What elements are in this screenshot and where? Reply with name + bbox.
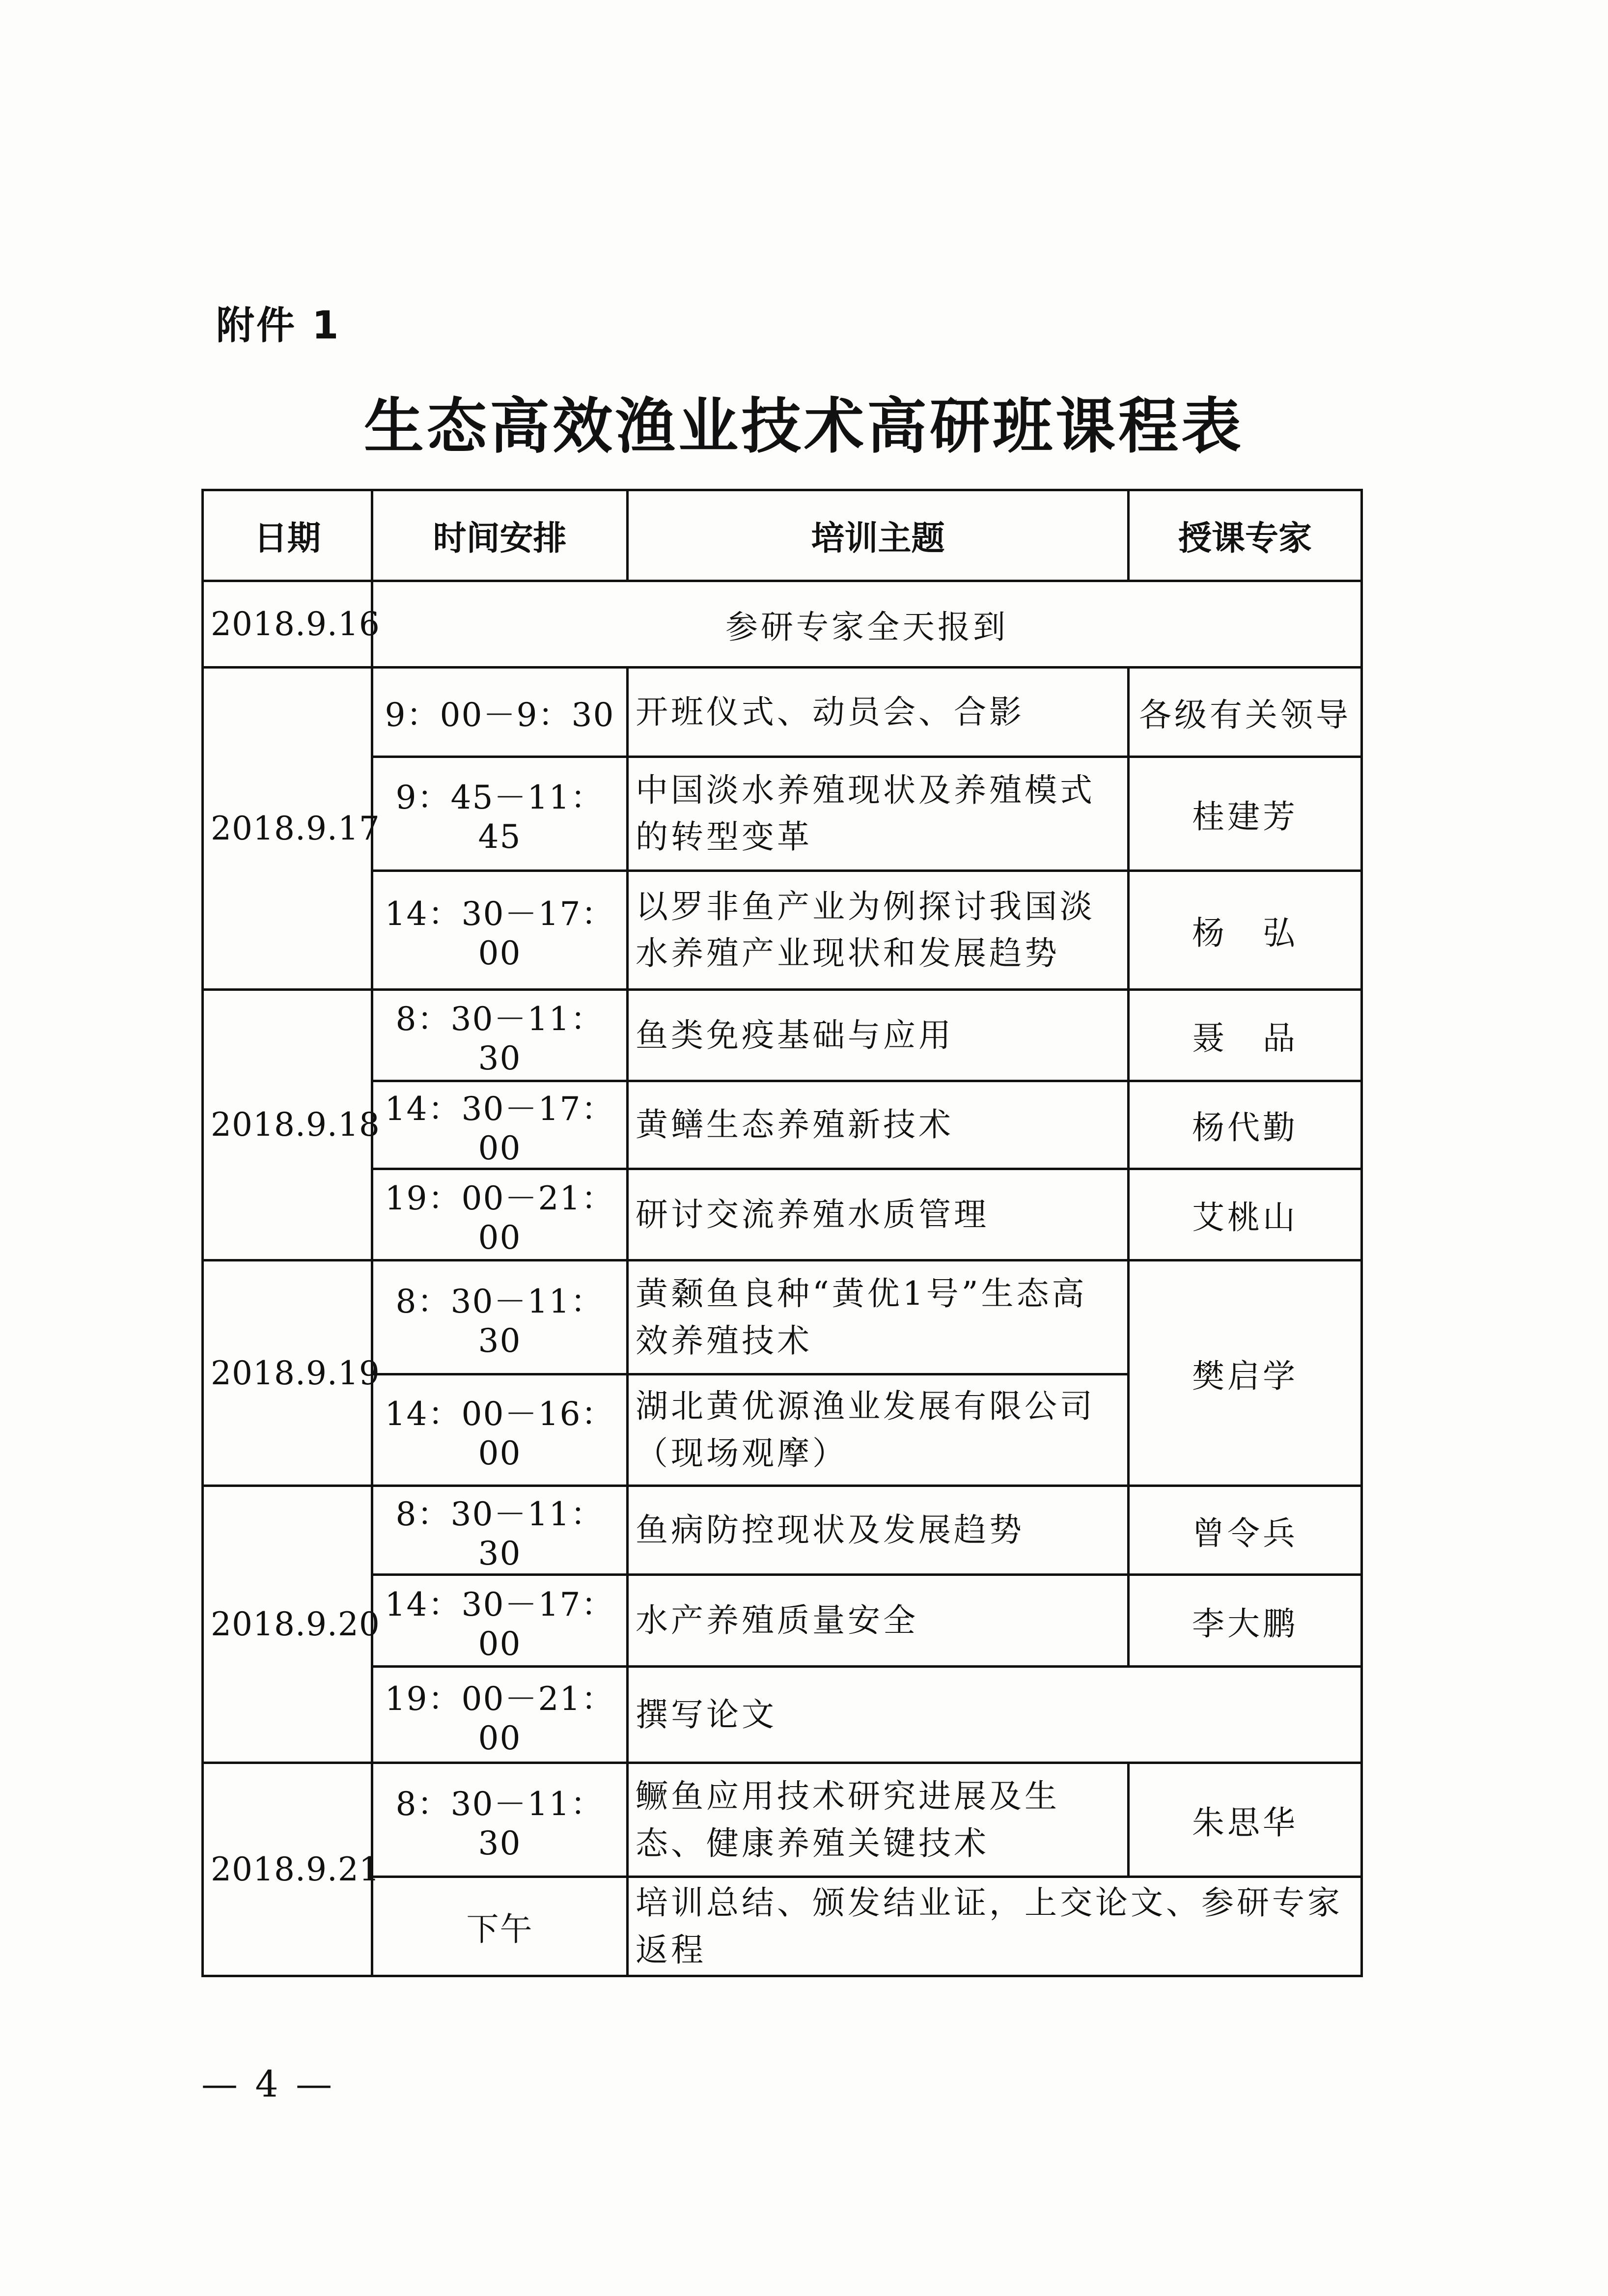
- header-expert: 授课专家: [1129, 490, 1362, 581]
- table-row: [203, 1666, 1362, 1763]
- expert-cell: 曾令兵: [1129, 1485, 1362, 1574]
- expert-cell: 朱思华: [1129, 1763, 1362, 1877]
- topic-cell: 培训总结、颁发结业证，上交论文、参研专家返程: [628, 1877, 1362, 1976]
- topic-cell: 研讨交流养殖水质管理: [628, 1169, 1129, 1260]
- table-row: [203, 668, 1362, 756]
- time-cell: 14：30－17：00: [372, 870, 628, 989]
- date-cell: 2018.9.19: [203, 1260, 372, 1486]
- merged-cell: 参研专家全天报到: [372, 581, 1362, 668]
- topic-cell: 黄鳝生态养殖新技术: [628, 1081, 1129, 1169]
- table-row: [203, 1763, 1362, 1877]
- time-cell: 14：30－17：00: [372, 1575, 628, 1667]
- course-schedule-table: [201, 489, 1363, 1977]
- date-cell: 2018.9.17: [203, 668, 372, 989]
- time-cell: 19：00－21：00: [372, 1666, 628, 1763]
- topic-cell: 鳜鱼应用技术研究进展及生态、健康养殖关键技术: [628, 1763, 1129, 1877]
- time-cell: 8：30－11：30: [372, 989, 628, 1081]
- expert-cell: 聂 品: [1129, 989, 1362, 1081]
- table-row: [203, 581, 1362, 668]
- time-cell: 19：00－21：00: [372, 1169, 628, 1260]
- header-date: 日期: [203, 490, 372, 581]
- time-cell: 9：00－9：30: [372, 668, 628, 756]
- page-number: — 4 —: [201, 2063, 335, 2105]
- topic-cell: 撰写论文: [628, 1666, 1362, 1763]
- topic-cell: 鱼类免疫基础与应用: [628, 989, 1129, 1081]
- header-row: [203, 490, 1362, 581]
- attachment-label: 附件 1: [216, 304, 341, 348]
- time-cell: 14：30－17：00: [372, 1081, 628, 1169]
- table-row: [203, 1260, 1362, 1374]
- expert-cell: 杨 弘: [1129, 870, 1362, 989]
- expert-cell: 艾桃山: [1129, 1169, 1362, 1260]
- topic-cell: 水产养殖质量安全: [628, 1575, 1129, 1667]
- time-cell: 8：30－11：30: [372, 1763, 628, 1877]
- expert-cell: 杨代勤: [1129, 1081, 1362, 1169]
- expert-cell: 桂建芳: [1129, 756, 1362, 870]
- expert-cell: 樊启学: [1129, 1260, 1362, 1486]
- table-row: [203, 1169, 1362, 1260]
- date-cell: 2018.9.20: [203, 1485, 372, 1763]
- date-cell: 2018.9.16: [203, 581, 372, 668]
- topic-cell: 开班仪式、动员会、合影: [628, 668, 1129, 756]
- table-row: [203, 989, 1362, 1081]
- topic-cell: 以罗非鱼产业为例探讨我国淡水养殖产业现状和发展趋势: [628, 870, 1129, 989]
- date-cell: 2018.9.18: [203, 989, 372, 1260]
- document-title: 生态高效渔业技术高研班课程表: [364, 392, 1244, 461]
- table-row: [203, 1485, 1362, 1574]
- topic-cell: 中国淡水养殖现状及养殖模式的转型变革: [628, 756, 1129, 870]
- header-time: 时间安排: [372, 490, 628, 581]
- time-cell: 8：30－11：30: [372, 1485, 628, 1574]
- date-cell: 2018.9.21: [203, 1763, 372, 1976]
- time-cell: 9：45－11：45: [372, 756, 628, 870]
- header-topic: 培训主题: [628, 490, 1129, 581]
- topic-cell: 湖北黄优源渔业发展有限公司（现场观摩）: [628, 1374, 1129, 1486]
- topic-cell: 黄颡鱼良种“黄优1号”生态高效养殖技术: [628, 1260, 1129, 1374]
- time-cell: 8：30－11：30: [372, 1260, 628, 1374]
- time-cell: 14：00－16：00: [372, 1374, 628, 1486]
- table-row: [203, 870, 1362, 989]
- time-cell: 下午: [372, 1877, 628, 1976]
- expert-cell: 李大鹏: [1129, 1575, 1362, 1667]
- expert-cell: 各级有关领导: [1129, 668, 1362, 756]
- table-row: [203, 1877, 1362, 1976]
- topic-cell: 鱼病防控现状及发展趋势: [628, 1485, 1129, 1574]
